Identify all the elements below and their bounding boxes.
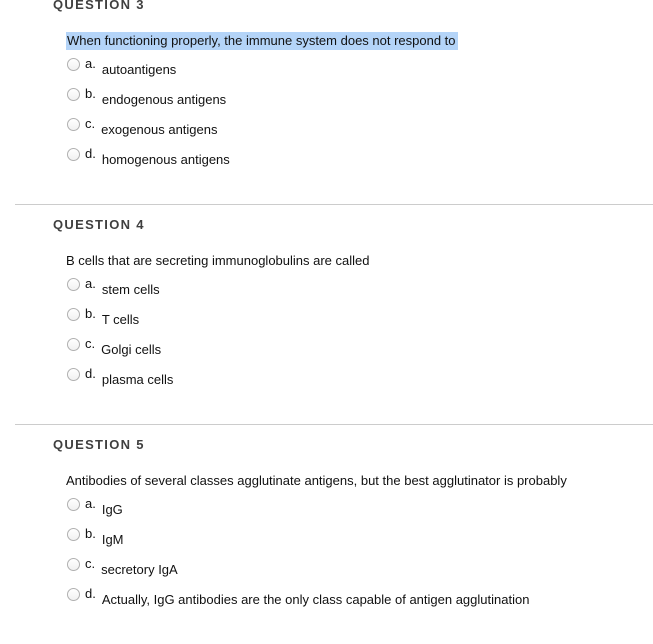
option-text: exogenous antigens: [101, 122, 218, 137]
radio-button[interactable]: [67, 148, 80, 161]
option-letter: d.: [85, 366, 96, 381]
question-4-block: [0, 217, 653, 424]
answer-option[interactable]: [67, 337, 653, 367]
radio-button[interactable]: [67, 278, 80, 291]
option-text: homogenous antigens: [101, 152, 230, 167]
options-list: [67, 57, 653, 177]
option-text: secretory IgA: [101, 562, 178, 577]
radio-button[interactable]: [67, 588, 80, 601]
question-5-block: [0, 437, 653, 644]
answer-option[interactable]: [67, 57, 653, 87]
question-header: QUESTION 4: [53, 217, 145, 232]
radio-button[interactable]: [67, 498, 80, 511]
option-text: autoantigens: [101, 62, 177, 77]
answer-option[interactable]: [67, 557, 653, 587]
question-header: QUESTION 5: [53, 437, 145, 452]
selected-text-highlight: When functioning properly, the immune system does not respond to: [67, 33, 456, 48]
option-text: Actually, IgG antibodies are the only class capable of antigen agglutination: [101, 592, 530, 607]
radio-button[interactable]: [67, 118, 80, 131]
option-letter: b.: [85, 86, 96, 101]
answer-option[interactable]: [67, 147, 653, 177]
question-header: QUESTION 3: [53, 0, 145, 12]
answer-option[interactable]: [67, 307, 653, 337]
option-letter: a.: [85, 56, 96, 71]
radio-button[interactable]: [67, 558, 80, 571]
option-text: Golgi cells: [101, 342, 162, 357]
option-letter: c.: [85, 116, 96, 131]
option-letter: b.: [85, 306, 96, 321]
option-text: plasma cells: [101, 372, 174, 387]
answer-option[interactable]: [67, 587, 653, 617]
option-text: endogenous antigens: [101, 92, 227, 107]
question-text: [66, 33, 653, 49]
answer-option[interactable]: [67, 87, 653, 117]
option-letter: d.: [85, 146, 96, 161]
options-list: [67, 497, 653, 617]
option-text: stem cells: [101, 282, 160, 297]
radio-button[interactable]: [67, 528, 80, 541]
option-letter: a.: [85, 276, 96, 291]
radio-button[interactable]: [67, 88, 80, 101]
answer-option[interactable]: [67, 117, 653, 147]
answer-option[interactable]: [67, 497, 653, 527]
radio-button[interactable]: [67, 308, 80, 321]
question-text: B cells that are secreting immunoglobulins are called: [66, 253, 370, 268]
answer-option[interactable]: [67, 367, 653, 397]
option-letter: c.: [85, 336, 96, 351]
option-letter: a.: [85, 496, 96, 511]
question-divider: [15, 424, 653, 425]
option-text: IgM: [101, 532, 124, 547]
option-letter: c.: [85, 556, 96, 571]
radio-button[interactable]: [67, 58, 80, 71]
radio-button[interactable]: [67, 338, 80, 351]
options-list: [67, 277, 653, 397]
option-text: T cells: [101, 312, 140, 327]
question-text: Antibodies of several classes agglutinate antigens, but the best agglutinator is probably: [66, 473, 567, 488]
answer-option[interactable]: [67, 277, 653, 307]
option-text: IgG: [101, 502, 123, 517]
question-3-block: [0, 0, 653, 204]
radio-button[interactable]: [67, 368, 80, 381]
question-divider: [15, 204, 653, 205]
option-letter: b.: [85, 526, 96, 541]
answer-option[interactable]: [67, 527, 653, 557]
option-letter: d.: [85, 586, 96, 601]
